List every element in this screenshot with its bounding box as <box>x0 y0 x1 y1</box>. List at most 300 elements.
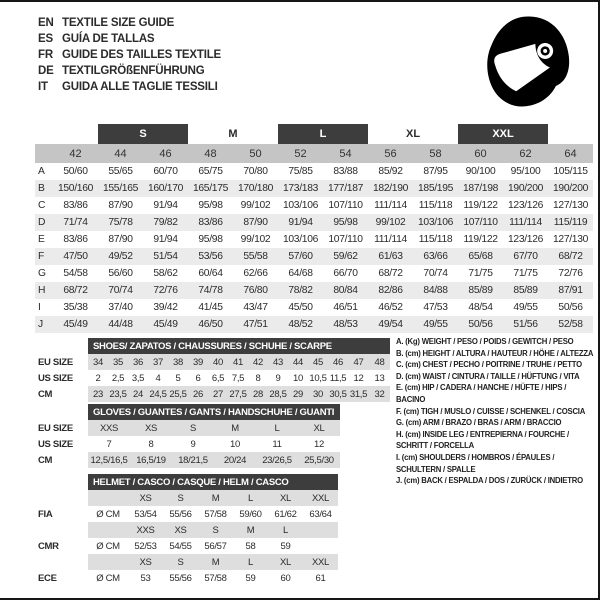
value-cell: 3,5 <box>131 372 145 384</box>
measurement-cell: 78/82 <box>278 282 323 299</box>
measurement-cell: 47/51 <box>233 316 278 333</box>
value-cell: L <box>268 522 303 538</box>
measurement-cell: 103/106 <box>282 234 319 245</box>
title-spacer <box>38 404 88 420</box>
measurement-cell: 187/198 <box>458 180 503 197</box>
measurement-row-d <box>35 214 593 231</box>
measurement-cell: 80/84 <box>323 282 368 299</box>
row-label: CMR <box>38 538 88 554</box>
value-cell: L <box>256 420 298 436</box>
measurement-cell: 71/74 <box>53 214 98 231</box>
measurement-cell: 99/102 <box>368 214 413 231</box>
value-cell: 10 <box>230 438 240 450</box>
measurement-row-a <box>35 163 593 180</box>
value-cell: 40 <box>208 354 228 370</box>
value-cell: 30 <box>308 386 328 402</box>
measurement-cell: 59/62 <box>323 248 368 265</box>
measurement-cell: 70/74 <box>98 282 143 299</box>
size-band-s: S <box>98 124 188 144</box>
measurement-cell: 62/66 <box>243 268 268 279</box>
value-cell: Ø CM <box>96 508 120 520</box>
measurement-row-h <box>35 282 593 299</box>
value-cell: 2 <box>95 372 101 384</box>
row-letter: H <box>35 282 53 299</box>
measurement-cell: 150/160 <box>53 180 98 197</box>
measurement-cell: 190/200 <box>503 180 548 197</box>
value-cell: XS <box>128 490 163 506</box>
measurement-cell: 65/68 <box>458 248 503 265</box>
measurement-cell: 111/114 <box>374 234 407 245</box>
value-cell: Ø CM <box>96 540 120 552</box>
value-cell: XS <box>163 522 198 538</box>
value-cell: 43 <box>268 354 288 370</box>
measurement-cell: 64/68 <box>288 268 313 279</box>
measurement-cell: 115/118 <box>418 200 453 211</box>
guide-title: GUIDA ALLE TAGLIE TESSILI <box>62 81 218 93</box>
measurement-cell: 46/51 <box>333 302 358 313</box>
value-cell: 25,5 <box>168 386 188 402</box>
measurement-cell: 87/90 <box>233 214 278 231</box>
value-cell: 7 <box>106 438 112 450</box>
value-cell: 38 <box>168 354 188 370</box>
value-cell: 53/54 <box>134 508 157 520</box>
measurement-cell: 160/170 <box>143 180 188 197</box>
guide-title: TEXTILGRÖßENFÜHRUNG <box>62 65 205 77</box>
row-label: FIA <box>38 506 88 522</box>
measurement-cell: 91/94 <box>153 200 178 211</box>
measurement-cell: 52/58 <box>548 316 593 333</box>
size-number: 42 <box>53 144 98 163</box>
value-cell: XL <box>298 420 340 436</box>
measurement-cell: 56/60 <box>108 268 133 279</box>
value-cell: 27,5 <box>228 386 248 402</box>
value-cell: 20/24 <box>214 452 256 468</box>
value-cell: 11,5 <box>329 372 347 384</box>
value-cell: XXL <box>303 490 338 506</box>
measurement-row-e <box>35 231 593 248</box>
measurement-cell: 60/70 <box>153 166 178 177</box>
value-cell: 47 <box>348 354 369 370</box>
value-cell: 58 <box>245 540 256 552</box>
measurement-row-c <box>35 197 593 214</box>
measurement-row-f <box>35 248 593 265</box>
value-cell: S <box>198 522 233 538</box>
size-number: 54 <box>323 144 368 163</box>
language-list <box>38 15 221 95</box>
table-row <box>38 436 340 452</box>
value-cell: 23,5 <box>108 386 128 402</box>
measurement-cell: 46/52 <box>378 302 403 313</box>
value-cell: 10 <box>293 372 303 384</box>
value-cell: 31,5 <box>348 386 369 402</box>
row-label: CM <box>38 452 88 468</box>
measurement-cell: 50/56 <box>558 302 583 313</box>
measurement-cell: 54/58 <box>63 268 88 279</box>
measurement-cell: 63/66 <box>413 248 458 265</box>
value-cell: M <box>198 490 233 506</box>
row-label <box>38 490 88 506</box>
measurement-cell: 115/118 <box>418 234 453 245</box>
row-letter: C <box>38 200 46 211</box>
title-spacer <box>38 338 88 354</box>
row-label: CM <box>38 386 88 402</box>
band-spacer <box>53 124 98 144</box>
value-cell: 35 <box>108 354 128 370</box>
measurement-row-g <box>35 265 593 282</box>
legend-item: C. (cm) CHEST / PECHO / POITRINE / TRUHE / PETTO <box>396 359 582 370</box>
value-cell: 8 <box>255 372 261 384</box>
language-code: IT <box>38 81 48 93</box>
measurement-cell: 65/75 <box>198 166 223 177</box>
value-cell: 61 <box>315 572 326 584</box>
row-label: US SIZE <box>38 436 88 452</box>
measurement-cell: 57/60 <box>278 248 323 265</box>
size-number: 60 <box>458 144 503 163</box>
legend-item: H. (cm) INSIDE LEG / ENTREPIERNA / FOURCHE / SCHRITT / FORCELLA <box>396 428 569 451</box>
measurement-cell: 44/48 <box>98 316 143 333</box>
row-letter: D <box>35 214 53 231</box>
value-cell: Ø CM <box>96 572 120 584</box>
measurement-cell: 72/76 <box>143 282 188 299</box>
measurement-cell: 170/180 <box>233 180 278 197</box>
measurement-cell: 190/200 <box>548 180 593 197</box>
value-cell: 39 <box>188 354 208 370</box>
measurement-cell: 55/65 <box>108 166 133 177</box>
measurement-cell: 91/94 <box>278 214 323 231</box>
main-size-table <box>35 124 593 333</box>
measurement-cell: 45/49 <box>53 316 98 333</box>
size-band-m: M <box>228 128 238 140</box>
measurement-cell: 66/70 <box>333 268 358 279</box>
full-face-helmet-icon <box>476 10 576 110</box>
value-cell: XXL <box>303 554 338 570</box>
value-cell: M <box>198 554 233 570</box>
value-cell: 28,5 <box>268 386 288 402</box>
measurement-cell: 87/90 <box>108 200 133 211</box>
guide-title: GUIDE DES TAILLES TEXTILE <box>62 49 221 61</box>
shoes-title: SHOES/ ZAPATOS / CHAUSSURES / SCHUHE / SCARPE <box>88 338 390 354</box>
value-cell: L <box>233 490 268 506</box>
measurement-cell: 111/114 <box>503 214 548 231</box>
measurement-cell: 177/187 <box>323 180 368 197</box>
measurement-cell: 76/80 <box>233 282 278 299</box>
shoes-size-table <box>38 338 390 402</box>
measurement-cell: 119/122 <box>463 234 498 245</box>
measurement-cell: 45/50 <box>288 302 313 313</box>
row-letter: F <box>35 248 53 265</box>
row-letter: J <box>35 316 53 333</box>
value-cell: 24 <box>128 386 148 402</box>
measurement-cell: 60/64 <box>198 268 223 279</box>
measurement-cell: 91/94 <box>153 234 178 245</box>
table-row <box>38 386 390 402</box>
table-row <box>38 452 340 468</box>
measurement-cell: 49/55 <box>513 302 538 313</box>
measurement-cell: 119/122 <box>463 200 498 211</box>
measurement-cell: 43/47 <box>243 302 268 313</box>
measurement-legend <box>396 336 596 487</box>
measurement-cell: 83/86 <box>63 234 88 245</box>
measurement-cell: 48/54 <box>468 302 493 313</box>
value-cell: 57/58 <box>204 508 227 520</box>
value-cell: 6,5 <box>211 372 225 384</box>
row-label: EU SIZE <box>38 354 88 370</box>
measurement-cell: 37/40 <box>108 302 133 313</box>
measurement-cell: 185/195 <box>413 180 458 197</box>
measurement-cell: 48/52 <box>278 316 323 333</box>
value-cell: 37 <box>148 354 168 370</box>
measurement-cell: 68/72 <box>548 248 593 265</box>
legend-item: I. (cm) SHOULDERS / HOMBROS / ÉPAULES / SCHULTERN / SPALLE <box>396 451 555 474</box>
value-cell: S <box>172 420 214 436</box>
value-cell: L <box>233 554 268 570</box>
value-cell <box>88 554 128 570</box>
value-cell <box>303 538 338 554</box>
measurement-cell: 83/88 <box>333 166 358 177</box>
measurement-cell: 85/89 <box>503 282 548 299</box>
value-cell: 59/60 <box>239 508 262 520</box>
measurement-cell: 123/126 <box>507 234 544 245</box>
measurement-cell: 41/45 <box>198 302 223 313</box>
value-cell: 11 <box>272 438 282 450</box>
measurement-cell: 79/82 <box>143 214 188 231</box>
measurement-cell: 95/98 <box>198 200 223 211</box>
row-letter: A <box>38 166 45 177</box>
table-row <box>38 538 338 554</box>
measurement-cell: 51/54 <box>143 248 188 265</box>
value-cell: 55/56 <box>169 572 192 584</box>
value-cell: 42 <box>248 354 268 370</box>
size-number: 62 <box>503 144 548 163</box>
value-cell: 59 <box>245 572 256 584</box>
table-row <box>38 370 390 386</box>
measurement-cell: 49/54 <box>368 316 413 333</box>
band-spacer <box>548 124 593 144</box>
value-cell: 60 <box>280 572 291 584</box>
language-row <box>38 63 221 79</box>
measurement-cell: 107/110 <box>458 214 503 231</box>
row-label <box>38 522 88 538</box>
measurement-cell: 55/58 <box>233 248 278 265</box>
value-cell <box>303 522 338 538</box>
value-cell: 12 <box>353 372 364 384</box>
size-number-row <box>35 144 593 163</box>
value-cell: 4 <box>155 372 161 384</box>
value-cell: 59 <box>280 540 291 552</box>
measurement-cell: 103/106 <box>413 214 458 231</box>
value-cell: 36 <box>128 354 148 370</box>
legend-item: B. (cm) HEIGHT / ALTURA / HAUTEUR / HÖHE / ALTEZZA <box>396 347 594 358</box>
measurement-cell: 83/86 <box>63 200 88 211</box>
legend-item: E. (cm) HIP / CADERA / HANCHE / HÜFTE / HIPS / BACINO <box>396 382 567 404</box>
value-cell: 9 <box>275 372 281 384</box>
size-number: 58 <box>413 144 458 163</box>
value-cell: 8 <box>148 438 154 450</box>
size-band-xxl: XXL <box>458 124 548 144</box>
measurement-cell: 95/98 <box>323 214 368 231</box>
value-cell: 56/57 <box>204 540 227 552</box>
value-cell: 45 <box>308 354 328 370</box>
size-number: 52 <box>278 144 323 163</box>
measurement-cell: 68/72 <box>53 282 98 299</box>
measurement-cell: 127/130 <box>552 200 589 211</box>
measurement-cell: 61/63 <box>368 248 413 265</box>
measurement-cell: 95/100 <box>510 166 541 177</box>
language-row <box>38 15 221 31</box>
sub-table-title-row <box>38 404 340 420</box>
table-row <box>38 354 390 370</box>
measurement-cell: 127/130 <box>552 234 589 245</box>
measurement-cell: 50/60 <box>63 166 88 177</box>
value-cell: M <box>214 420 256 436</box>
measurement-cell: 111/114 <box>374 200 407 211</box>
measurement-cell: 45/49 <box>143 316 188 333</box>
value-cell: 29 <box>288 386 308 402</box>
value-cell: XXS <box>88 420 130 436</box>
table-row <box>38 522 338 538</box>
value-cell: 23/26,5 <box>256 452 298 468</box>
measurement-cell: 75/78 <box>98 214 143 231</box>
measurement-cell: 155/165 <box>98 180 143 197</box>
row-letter: E <box>38 234 45 245</box>
measurement-cell: 70/80 <box>243 166 268 177</box>
size-number: 44 <box>98 144 143 163</box>
language-row <box>38 79 221 95</box>
measurement-cell: 68/72 <box>378 268 403 279</box>
table-row <box>38 570 338 586</box>
measurement-cell: 71/75 <box>513 268 538 279</box>
value-cell: 52/53 <box>134 540 157 552</box>
size-band-row <box>35 124 593 144</box>
value-cell: 2,5 <box>111 372 125 384</box>
measurement-cell: 115/119 <box>548 214 593 231</box>
measurement-cell: 99/102 <box>240 234 271 245</box>
measurement-cell: 72/76 <box>558 268 583 279</box>
band-spacer <box>35 124 53 144</box>
measurement-cell: 107/110 <box>328 200 363 211</box>
measurement-cell: 82/86 <box>368 282 413 299</box>
value-cell: 32 <box>369 386 390 402</box>
row-label: ECE <box>38 570 88 586</box>
value-cell <box>88 522 128 538</box>
legend-item: A. (Kg) WEIGHT / PESO / POIDS / GEWITCH / PESO <box>396 336 574 346</box>
value-cell: 61/62 <box>274 508 297 520</box>
value-cell: 55/56 <box>169 508 192 520</box>
measurement-cell: 103/106 <box>282 200 319 211</box>
measurement-cell: 99/102 <box>240 200 271 211</box>
value-cell: 12 <box>314 438 324 450</box>
row-label: EU SIZE <box>38 420 88 436</box>
measurement-cell: 49/55 <box>413 316 458 333</box>
value-cell: 18/21,5 <box>172 452 214 468</box>
measurement-cell: 71/75 <box>468 268 493 279</box>
size-spacer <box>35 144 53 163</box>
measurement-cell: 107/110 <box>328 234 363 245</box>
value-cell: 16,5/19 <box>130 452 172 468</box>
gloves-title: GLOVES / GUANTES / GANTS / HANDSCHUHE / GUANTI <box>88 404 340 420</box>
value-cell: 23 <box>88 386 108 402</box>
language-code: DE <box>38 65 54 77</box>
measurement-cell: 95/98 <box>198 234 223 245</box>
value-cell: 25,5/30 <box>298 452 340 468</box>
measurement-row-b <box>35 180 593 197</box>
guide-title: GUÍA DE TALLAS <box>62 33 155 45</box>
measurement-cell: 53/56 <box>188 248 233 265</box>
helmet-size-table <box>38 474 338 586</box>
language-row <box>38 31 221 47</box>
table-row <box>38 490 338 506</box>
value-cell: 57/58 <box>204 572 227 584</box>
legend-item: D. (cm) WAIST / CINTURA / TAILLE / HÜFTUNG / VITA <box>396 370 580 381</box>
measurement-cell: 47/53 <box>423 302 448 313</box>
value-cell: 5 <box>175 372 181 384</box>
language-code: FR <box>38 49 53 61</box>
measurement-cell: 67/70 <box>503 248 548 265</box>
measurement-cell: 46/50 <box>188 316 233 333</box>
measurement-cell: 50/56 <box>458 316 503 333</box>
value-cell: 10,5 <box>309 372 327 384</box>
value-cell: 7,5 <box>231 372 245 384</box>
measurement-cell: 173/183 <box>278 180 323 197</box>
measurement-cell: 83/86 <box>188 214 233 231</box>
measurement-cell: 48/53 <box>323 316 368 333</box>
measurement-cell: 87/95 <box>423 166 448 177</box>
value-cell: XXS <box>128 522 163 538</box>
row-label: US SIZE <box>38 370 88 386</box>
size-band-l: L <box>278 124 368 144</box>
size-number: 48 <box>188 144 233 163</box>
value-cell: 26 <box>188 386 208 402</box>
measurement-cell: 74/78 <box>188 282 233 299</box>
value-cell: 46 <box>328 354 348 370</box>
measurement-cell: 105/115 <box>553 166 588 177</box>
value-cell: XS <box>128 554 163 570</box>
measurement-cell: 49/52 <box>98 248 143 265</box>
value-cell: 48 <box>369 354 390 370</box>
helmet-title: HELMET / CASCO / CASQUE / HELM / CASCO <box>88 474 338 490</box>
language-code: EN <box>38 17 54 29</box>
measurement-cell: 165/175 <box>188 180 233 197</box>
measurement-cell: 87/91 <box>548 282 593 299</box>
value-cell: 13 <box>374 372 385 384</box>
value-cell: 6 <box>195 372 201 384</box>
language-code: ES <box>38 33 53 45</box>
value-cell: XL <box>268 554 303 570</box>
measurement-cell: 123/126 <box>507 200 544 211</box>
legend-item: J. (cm) BACK / ESPALDA / DOS / ZURÜCK / INDIETRO <box>396 475 583 486</box>
size-band-xl: XL <box>406 128 421 140</box>
measurement-cell: 182/190 <box>368 180 413 197</box>
measurement-cell: 84/88 <box>413 282 458 299</box>
measurement-cell: 85/92 <box>378 166 403 177</box>
measurement-row-j <box>35 316 593 333</box>
value-cell: 54/55 <box>169 540 192 552</box>
measurement-cell: 51/56 <box>503 316 548 333</box>
table-row <box>38 420 340 436</box>
size-number: 56 <box>368 144 413 163</box>
value-cell: 53 <box>140 572 151 584</box>
row-label <box>38 554 88 570</box>
measurement-cell: 70/74 <box>423 268 448 279</box>
value-cell: 9 <box>190 438 196 450</box>
sub-table-title-row <box>38 474 338 490</box>
measurement-cell: 35/38 <box>63 302 88 313</box>
value-cell: XS <box>130 420 172 436</box>
measurement-cell: 87/90 <box>108 234 133 245</box>
value-cell: 63/64 <box>309 508 332 520</box>
measurement-cell: 58/62 <box>153 268 178 279</box>
row-letter: G <box>38 268 46 279</box>
